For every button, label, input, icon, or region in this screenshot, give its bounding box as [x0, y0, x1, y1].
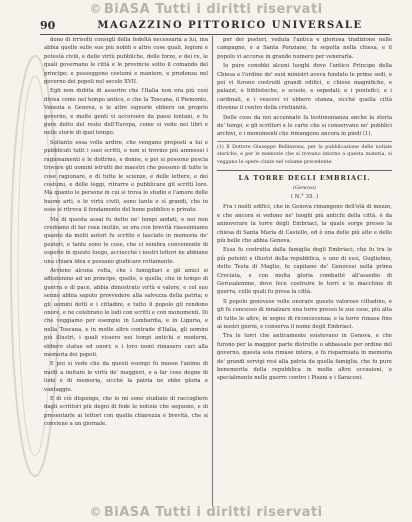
section-subtitle: (Genova)	[293, 184, 316, 191]
left-column	[44, 36, 208, 506]
paragraph: per dei posteri, veduta l'antica e gloriosa tradizione nelle campagne, e a Santa Ponziano, fu sepolta nella chiesa, e il popolo vi accorse in grande numero per venerarla.	[217, 37, 392, 60]
page-header	[40, 18, 390, 35]
paragraph: E poi si vede che da questi esempi fu mosso l'animo di molti a imitare le virtù de' maggiori, e a far cose degne di lode e di memoria, sicché la patria ne ebbe gloria e vantaggio.	[44, 361, 208, 393]
paragraph: Io pure conobbi alcuni luoghi dove l'antico Principe della Chiesa e l'ordine de' suoi ministri aveva fondato le prime sedi, e poi vi furono costruiti grandi edifici, e chiese magnifiche, e palazzi, e biblioteche, e scuole, e ospedali; e i pontefici, e i cardinali, e i vescovi vi ebbero stanza, sicché quella città divenne il centro della cristianità.	[217, 63, 392, 112]
watermark-top: © BiASA Tutti i diritti riservati	[89, 2, 323, 17]
paragraph: Il popolo genovese volle onorare questo valoroso cittadino, e gli fu concesso di innalzare una torre presso le sue case, più alta di tutte le altre, in segno di riconoscenza; e la torre rimase fino ai nostri giorni, e conserva il nome degli Embriaci.	[217, 298, 392, 330]
section-title: LA TORRE DEGLI EMBRIACI.	[217, 170, 392, 182]
paragraph: Tra le torri che anticamente esistevano in Genova, e che furono per la maggior parte distrutte o abbassate per ordine del governo, questa sola rimase intera, e fu risparmiata in memoria de' grandi servigi resi alla patria da quella famiglia, che fu pure benemerita della repubblica in molte altre occasioni, e specialmente nelle guerre contro i Pisani e i Saraceni.	[217, 333, 392, 382]
footnote: (1) Il Dottore Giuseppe Bellinzona, per la pubblicazione delle notizie storiche, e per le memorie che si trovano intorno a questa materia, si veggano le opere citate nel volume precedente.	[217, 141, 392, 166]
paragraph: dono di irrisolti consigli della fedeltà necessaria a lui, ma abbia quelle sulle sue più nobili e altre cose quali, legioni e potestà civili, e delle virtù pubbliche, delle forze, e dei re, le quali governano le città e le provincie sotto il comando del principe; e posseggono costumi e maniere, e prudenza nel governo dei popoli nel secolo XVII.	[44, 37, 208, 86]
running-title: MAGAZZINO PITTORICO UNIVERSALE	[97, 20, 363, 31]
copyright-icon: ©	[89, 505, 102, 519]
paragraph: E di ciò dispongo, che io mi sono studiato di raccogliere dagli scrittori più degni di fede le notizie che seguono, e di presentarle ai lettori con quella chiarezza e brevità, che si conviene a un giornale.	[44, 396, 208, 428]
page-number: 90	[40, 19, 56, 32]
paragraph: Delle cose da noi accennate fa testimonianza anche la storia de' tempi, e gli scrittori e le carte che si conservano ne' pubblici archivi, e i monumenti che rimangono ancora in piedi (1).	[217, 114, 392, 138]
paragraph: Egli non dubita di asserire che l'Italia non era più così divisa come nel tempo antico, e che la Toscana, il Piemonte, Venezia e Genova, e le altre signorie ebbero un proprio governo, e molte genti vi accorsero da paesi lontani, e fu pure detto del resto dell'Europa, come si vede nei libri e nelle storie di quel tempo.	[44, 88, 208, 137]
paragraph: Ma di questa assai fu detto ne' tempi andati, e noi non crediamo di far cosa inutile, se ora con brevità riassumiamo quanto da molti autori fu scritto e lasciato in memoria de' posteri, e tante sono le cose, che ci sembra conveniente di esporle in questo luogo, acciocché i nostri lettori ne abbiano una chiara idea e possano giudicare rettamente.	[44, 216, 208, 265]
paragraph: Fra i molti edifici, che in Genova rimangono dell'età di mezzo, e che ancora si vedono ne' luoghi più antichi della città, è da annoverare la torre degli Embriaci, la quale sorge presso la chiesa di Santa Maria di Castello, ed è una delle più alte e delle più belle che abbia Genova.	[217, 204, 392, 244]
paragraph: Essa fu costrutta dalla famiglia degli Embriaci, che fu tra le più potenti e illustri della repubblica, e uno di essi, Guglielmo, detto Testa di Maglio, fu capitano de' Genovesi nella prima Crociata, e con molta gloria combatté all'assedio di Gerusalemme, dove fece costruire le torri e le macchine di guerra, colle quali fu presa la città.	[217, 247, 392, 296]
watermark-bottom: © BiASA Tutti i diritti riservati	[89, 505, 323, 520]
paragraph: Soltanto essa volle ardire, che vengano proposti a lui e pubblicati tutti i suoi scritti, e non si trovino più ammessi i ragionamenti e le dottrine, e donne, e poi si possono poscia trovare gli uomini istrutti dei maestri che possono di tutte le cose ragionare, e di tutte le scienze, e delle lettere, e dei costumi, e delle leggi, ritrarre e pubblicare gli scritti loro. Ma quanto le persone in cui si trova lo studio e l'amore delle buone arti, e le virtù civili, sono tante e sì grandi, che in esse si ritrova il fondamento del bene pubblico e privato.	[44, 139, 208, 214]
right-column	[217, 36, 392, 506]
section-number: ( N.° 35. )	[290, 193, 319, 200]
copyright-icon: ©	[89, 2, 102, 16]
paragraph: Avviene alcuna volta, che i famigliari e gli amici si affezionino ad un principe, quello, o quella, che in tempo di guerra o di pace, abbia dimostrato virtù e valore, e col suo senno abbia saputo provvedere alla salvezza della patria; e gli uomini dotti e i cittadini, e tutto il popolo gli rendono onore, e ne celebrano le lodi con scritti e con monumenti. Di che veggiamo per esempio in Lombardia, e in Liguria, e nella Toscana, e in molte altre contrade d'Italia, gli uomini più illustri, i quali vissero nei tempi antichi e moderni, ebbero statue ed onori; e i loro nomi rimasero cari alla memoria dei popoli.	[44, 267, 208, 359]
column-divider	[212, 36, 213, 506]
